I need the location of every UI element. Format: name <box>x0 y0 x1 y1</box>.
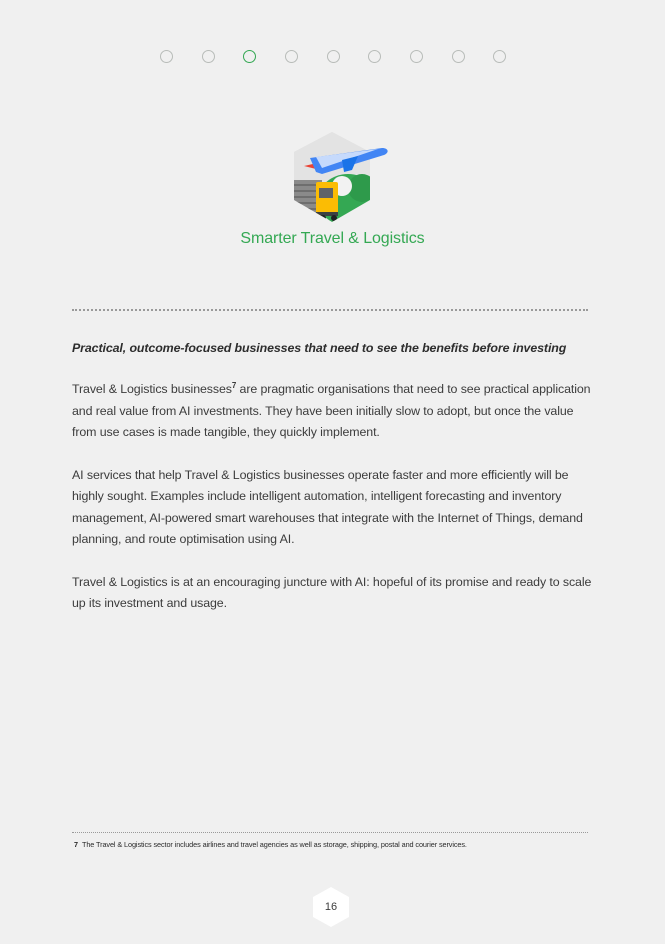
footnote-divider <box>72 832 588 833</box>
progress-dot[interactable] <box>160 50 173 63</box>
progress-dot[interactable] <box>368 50 381 63</box>
progress-dot[interactable] <box>202 50 215 63</box>
paragraph-intro-start: Travel & Logistics businesses <box>72 382 232 396</box>
footnote-number: 7 <box>74 840 78 849</box>
paragraph-outlook: Travel & Logistics is at an encouraging juncture with AI: hopeful of its promise and ready to scale up its investment and usage. <box>72 574 592 610</box>
progress-dot-active[interactable] <box>243 50 256 63</box>
progress-dot[interactable] <box>410 50 423 63</box>
plane-truck-hexagon-icon <box>286 128 392 228</box>
paragraph-ai-services: AI services that help Travel & Logistics businesses operate faster and more efficiently will be highly sought. Examples include intelligent automation, intelligent forecasting and inventory management, AI-powered smart warehouses that integrate with the Internet of Things, demand planning, and route optimisation using AI. <box>72 467 583 546</box>
footnote-text: The Travel & Logistics sector includes airlines and travel agencies as well as storage, shipping, postal and courier services. <box>81 840 467 849</box>
footnote-ref[interactable]: 7 <box>231 380 237 390</box>
paragraph-intro-rest: are pragmatic organisations that need to see practical application and real value from AI investments. They have been initially slow to adopt, but once the value from use cases is made tangible, they quickly implement. <box>72 382 591 439</box>
progress-dot[interactable] <box>452 50 465 63</box>
page-progress-dots <box>0 50 665 64</box>
sector-title: Smarter Travel & Logistics <box>240 230 425 247</box>
main-content <box>72 339 592 636</box>
lead-statement: Practical, outcome-focused businesses that need to see the benefits before investing <box>72 341 567 355</box>
paragraph-intro <box>72 379 592 444</box>
page-number: 16 <box>324 901 338 913</box>
page-number-badge <box>312 886 350 928</box>
progress-dot[interactable] <box>285 50 298 63</box>
section-divider <box>72 309 588 311</box>
progress-dot[interactable] <box>327 50 340 63</box>
progress-dot[interactable] <box>493 50 506 63</box>
footnote <box>74 840 594 849</box>
